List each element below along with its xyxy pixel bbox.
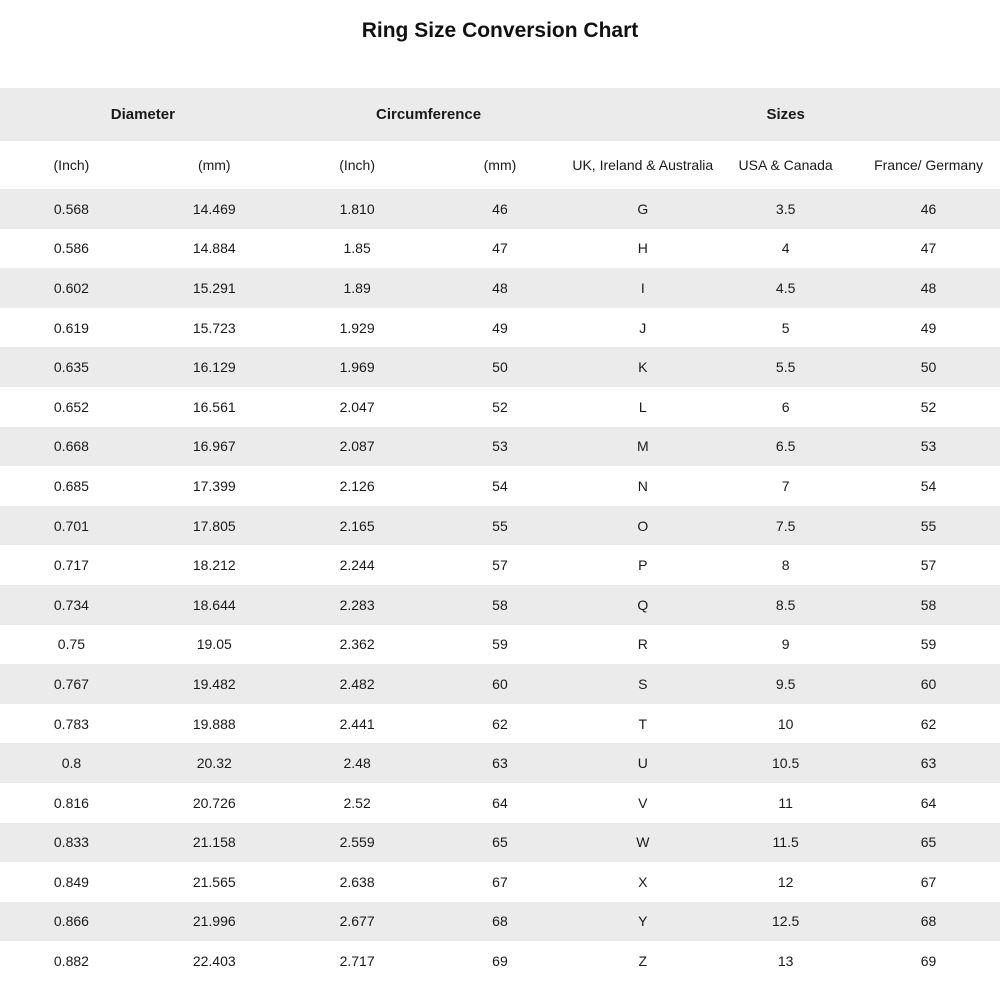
table-cell-uk-ireland-australia: X xyxy=(638,873,648,890)
table-cell-uk-ireland-australia: T xyxy=(638,715,648,732)
table-cell-circumference-mm: 67 xyxy=(492,873,508,890)
table-cell-diameter-mm: 16.561 xyxy=(192,398,236,415)
table-cell-uk-ireland-australia: Z xyxy=(638,953,648,970)
col-header-diameter-mm: (mm) xyxy=(143,141,286,189)
table-cell-france-germany: 59 xyxy=(920,636,937,653)
table-row xyxy=(0,625,1000,665)
table-cell-usa-canada: 9.5 xyxy=(775,675,796,692)
col-header-circumference-mm: (mm) xyxy=(429,141,572,189)
ring-size-chart-page xyxy=(0,18,1000,981)
table-cell-circumference-inch: 1.89 xyxy=(343,279,371,296)
table-cell-circumference-mm: 52 xyxy=(492,398,508,415)
table-cell-usa-canada: 4.5 xyxy=(775,279,796,296)
table-cell-uk-ireland-australia: G xyxy=(637,200,649,217)
table-row xyxy=(0,902,1000,942)
table-cell-diameter-mm: 15.291 xyxy=(192,279,236,296)
table-cell-usa-canada: 12 xyxy=(777,873,794,890)
table-cell-france-germany: 67 xyxy=(920,873,937,890)
table-row xyxy=(0,664,1000,704)
table-cell-circumference-inch: 2.165 xyxy=(339,517,375,534)
table-cell-france-germany: 46 xyxy=(920,200,937,217)
table-cell-diameter-mm: 17.399 xyxy=(192,477,236,494)
table-cell-diameter-inch: 0.849 xyxy=(53,873,89,890)
table-cell-france-germany: 69 xyxy=(920,953,937,970)
table-cell-uk-ireland-australia: L xyxy=(638,398,647,415)
table-cell-usa-canada: 5 xyxy=(781,319,790,336)
table-cell-diameter-mm: 20.32 xyxy=(196,755,232,772)
table-row xyxy=(0,783,1000,823)
table-cell-diameter-inch: 0.619 xyxy=(53,319,89,336)
table-row xyxy=(0,862,1000,902)
table-cell-usa-canada: 12.5 xyxy=(772,913,800,930)
table-cell-circumference-mm: 49 xyxy=(492,319,508,336)
table-cell-circumference-inch: 2.52 xyxy=(343,794,371,811)
table-cell-france-germany: 62 xyxy=(920,715,937,732)
table-cell-circumference-mm: 57 xyxy=(492,557,508,574)
table-cell-france-germany: 53 xyxy=(920,438,937,455)
table-cell-france-germany: 65 xyxy=(920,834,937,851)
table-cell-uk-ireland-australia: J xyxy=(639,319,647,336)
table-cell-diameter-inch: 0.652 xyxy=(53,398,89,415)
table-cell-circumference-mm: 53 xyxy=(492,438,508,455)
table-cell-diameter-inch: 0.866 xyxy=(53,913,89,930)
table-cell-usa-canada: 7.5 xyxy=(775,517,796,534)
table-cell-diameter-mm: 17.805 xyxy=(192,517,236,534)
table-row xyxy=(0,823,1000,863)
table-cell-diameter-inch: 0.783 xyxy=(53,715,89,732)
table-cell-circumference-inch: 2.638 xyxy=(339,873,375,890)
table-cell-uk-ireland-australia: I xyxy=(640,279,645,296)
table-cell-usa-canada: 5.5 xyxy=(775,359,796,376)
table-cell-circumference-mm: 54 xyxy=(492,477,508,494)
col-header-diameter-inch: (Inch) xyxy=(0,141,143,189)
table-row xyxy=(0,585,1000,625)
table-cell-circumference-inch: 2.244 xyxy=(339,557,375,574)
table-cell-uk-ireland-australia: S xyxy=(638,675,648,692)
table-cell-diameter-inch: 0.816 xyxy=(53,794,89,811)
table-cell-circumference-inch: 2.48 xyxy=(343,755,371,772)
table-cell-france-germany: 60 xyxy=(920,675,937,692)
table-cell-usa-canada: 9 xyxy=(781,636,790,653)
table-cell-circumference-inch: 2.283 xyxy=(339,596,375,613)
table-cell-circumference-inch: 2.677 xyxy=(339,913,375,930)
table-cell-usa-canada: 10.5 xyxy=(772,755,800,772)
table-cell-diameter-mm: 14.884 xyxy=(192,240,236,257)
table-cell-diameter-inch: 0.568 xyxy=(53,200,89,217)
table-cell-usa-canada: 13 xyxy=(777,953,794,970)
table-cell-uk-ireland-australia: O xyxy=(637,517,649,534)
table-cell-circumference-mm: 69 xyxy=(492,953,508,970)
table-cell-uk-ireland-australia: Y xyxy=(638,913,648,930)
table-cell-diameter-mm: 21.158 xyxy=(192,834,236,851)
group-header-row xyxy=(0,88,1000,141)
table-cell-circumference-inch: 2.362 xyxy=(339,636,375,653)
table-cell-usa-canada: 6 xyxy=(781,398,790,415)
table-cell-uk-ireland-australia: N xyxy=(637,477,648,494)
table-cell-circumference-mm: 68 xyxy=(492,913,508,930)
table-body xyxy=(0,189,1000,981)
table-cell-circumference-inch: 2.482 xyxy=(339,675,375,692)
table-cell-france-germany: 63 xyxy=(920,755,937,772)
group-header-sizes: Sizes xyxy=(571,88,1000,141)
table-cell-diameter-mm: 21.565 xyxy=(192,873,236,890)
col-header-uk-ireland-australia: UK, Ireland & Australia xyxy=(571,141,714,189)
table-cell-diameter-mm: 20.726 xyxy=(192,794,236,811)
table-cell-diameter-mm: 21.996 xyxy=(192,913,236,930)
table-cell-uk-ireland-australia: V xyxy=(638,794,648,811)
table-row xyxy=(0,308,1000,348)
table-cell-diameter-inch: 0.833 xyxy=(53,834,89,851)
group-header-circumference: Circumference xyxy=(286,88,572,141)
table-cell-diameter-mm: 14.469 xyxy=(192,200,236,217)
table-cell-usa-canada: 11.5 xyxy=(772,834,799,851)
table-cell-uk-ireland-australia: U xyxy=(637,755,648,772)
table-cell-france-germany: 49 xyxy=(920,319,937,336)
table-cell-diameter-inch: 0.882 xyxy=(53,953,89,970)
table-cell-uk-ireland-australia: R xyxy=(637,636,648,653)
table-cell-usa-canada: 4 xyxy=(781,240,790,257)
col-header-usa-canada: USA & Canada xyxy=(714,141,857,189)
table-cell-uk-ireland-australia: W xyxy=(636,834,650,851)
table-row xyxy=(0,941,1000,981)
table-cell-usa-canada: 11 xyxy=(778,794,793,811)
table-cell-diameter-inch: 0.767 xyxy=(53,675,89,692)
group-header-diameter: Diameter xyxy=(0,88,286,141)
table-cell-circumference-mm: 64 xyxy=(492,794,508,811)
table-cell-circumference-mm: 62 xyxy=(492,715,508,732)
table-cell-diameter-inch: 0.602 xyxy=(53,279,89,296)
col-header-france-germany: France/ Germany xyxy=(857,141,1000,189)
table-row xyxy=(0,704,1000,744)
table-cell-circumference-inch: 1.969 xyxy=(339,359,375,376)
table-cell-uk-ireland-australia: P xyxy=(638,557,648,574)
table-cell-circumference-inch: 2.717 xyxy=(339,953,375,970)
table-cell-circumference-mm: 65 xyxy=(492,834,508,851)
table-cell-circumference-mm: 48 xyxy=(492,279,508,296)
table-row xyxy=(0,427,1000,467)
table-cell-usa-canada: 8 xyxy=(781,557,790,574)
table-cell-france-germany: 68 xyxy=(920,913,937,930)
table-cell-diameter-mm: 19.888 xyxy=(192,715,236,732)
table-row xyxy=(0,189,1000,229)
table-cell-diameter-inch: 0.717 xyxy=(53,557,89,574)
table-cell-france-germany: 47 xyxy=(920,240,937,257)
table-cell-circumference-mm: 46 xyxy=(492,200,508,217)
table-cell-diameter-inch: 0.734 xyxy=(53,596,89,613)
table-cell-usa-canada: 6.5 xyxy=(775,438,796,455)
table-cell-france-germany: 58 xyxy=(920,596,937,613)
table-cell-diameter-inch: 0.586 xyxy=(53,240,89,257)
table-cell-usa-canada: 8.5 xyxy=(775,596,796,613)
table-cell-diameter-inch: 0.701 xyxy=(53,517,89,534)
table-header xyxy=(0,88,1000,189)
table-cell-diameter-mm: 15.723 xyxy=(192,319,236,336)
table-cell-circumference-inch: 2.126 xyxy=(339,477,375,494)
table-row xyxy=(0,545,1000,585)
table-cell-diameter-mm: 19.482 xyxy=(192,675,236,692)
ring-size-conversion-table xyxy=(0,88,1000,981)
table-cell-circumference-mm: 60 xyxy=(492,675,508,692)
table-cell-diameter-mm: 22.403 xyxy=(192,953,236,970)
table-cell-france-germany: 54 xyxy=(920,477,937,494)
table-cell-uk-ireland-australia: K xyxy=(638,359,648,376)
table-cell-diameter-inch: 0.685 xyxy=(53,477,89,494)
table-cell-diameter-mm: 18.644 xyxy=(192,596,236,613)
table-cell-circumference-mm: 63 xyxy=(492,755,508,772)
table-cell-france-germany: 64 xyxy=(920,794,937,811)
table-row xyxy=(0,743,1000,783)
table-cell-france-germany: 50 xyxy=(920,359,937,376)
table-cell-diameter-inch: 0.668 xyxy=(53,438,89,455)
table-cell-circumference-inch: 2.047 xyxy=(339,398,375,415)
table-cell-uk-ireland-australia: Q xyxy=(637,596,649,613)
table-cell-france-germany: 52 xyxy=(920,398,937,415)
table-cell-diameter-mm: 18.212 xyxy=(192,557,236,574)
table-cell-france-germany: 57 xyxy=(920,557,937,574)
table-cell-circumference-mm: 55 xyxy=(492,517,508,534)
table-cell-usa-canada: 7 xyxy=(781,477,790,494)
table-row xyxy=(0,466,1000,506)
table-cell-diameter-inch: 0.635 xyxy=(53,359,89,376)
table-cell-circumference-mm: 50 xyxy=(492,359,508,376)
table-row xyxy=(0,347,1000,387)
table-row xyxy=(0,229,1000,269)
table-row xyxy=(0,268,1000,308)
table-row xyxy=(0,506,1000,546)
table-cell-france-germany: 48 xyxy=(920,279,937,296)
table-cell-diameter-mm: 16.967 xyxy=(192,438,236,455)
table-cell-diameter-inch: 0.75 xyxy=(57,636,86,653)
table-row xyxy=(0,387,1000,427)
table-cell-usa-canada: 3.5 xyxy=(775,200,796,217)
table-cell-circumference-mm: 58 xyxy=(492,596,508,613)
table-cell-circumference-inch: 2.559 xyxy=(339,834,375,851)
table-cell-france-germany: 55 xyxy=(920,517,937,534)
table-cell-circumference-inch: 2.087 xyxy=(339,438,375,455)
table-cell-circumference-mm: 47 xyxy=(492,240,508,257)
column-header-row xyxy=(0,141,1000,189)
table-cell-uk-ireland-australia: H xyxy=(637,240,648,257)
col-header-circumference-inch: (Inch) xyxy=(286,141,429,189)
table-cell-circumference-inch: 1.85 xyxy=(343,240,371,257)
table-cell-diameter-inch: 0.8 xyxy=(61,755,82,772)
table-cell-diameter-mm: 19.05 xyxy=(196,636,232,653)
table-cell-usa-canada: 10 xyxy=(777,715,794,732)
page-title: Ring Size Conversion Chart xyxy=(361,19,639,42)
table-cell-uk-ireland-australia: M xyxy=(636,438,649,455)
table-cell-circumference-mm: 59 xyxy=(492,636,508,653)
table-cell-circumference-inch: 1.929 xyxy=(339,319,375,336)
table-cell-circumference-inch: 1.810 xyxy=(339,200,375,217)
table-cell-circumference-inch: 2.441 xyxy=(339,715,375,732)
table-cell-diameter-mm: 16.129 xyxy=(192,359,236,376)
